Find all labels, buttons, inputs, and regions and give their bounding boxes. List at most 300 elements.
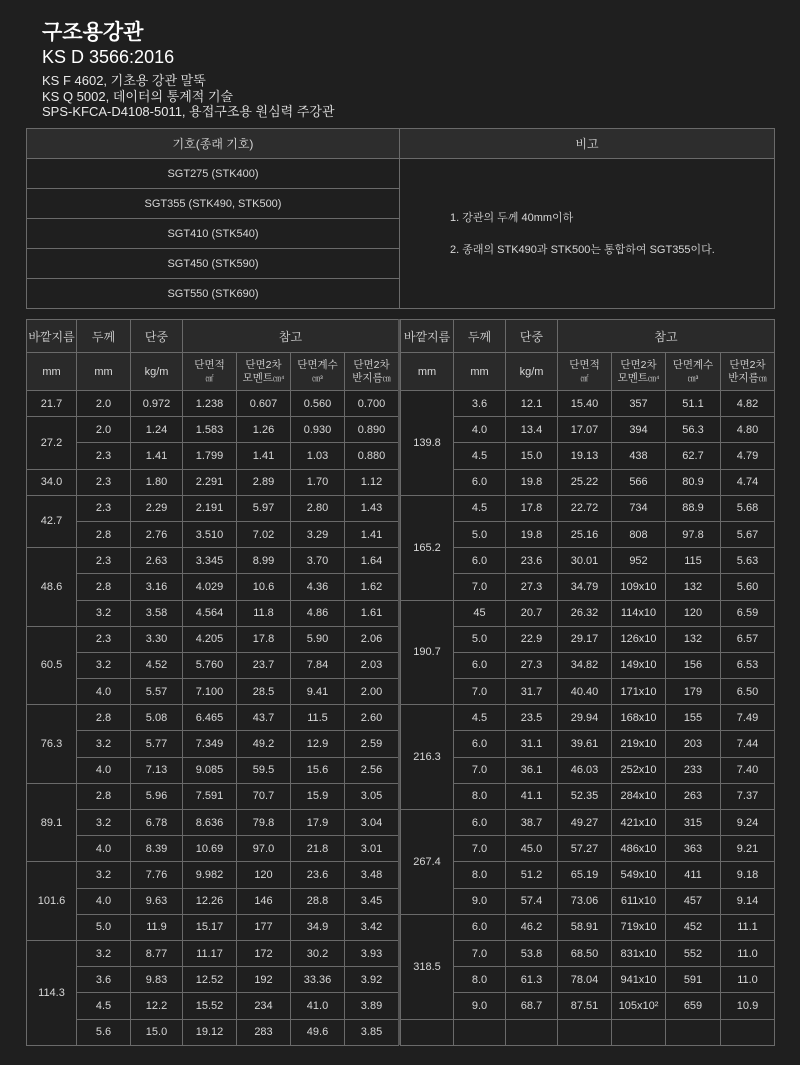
moment-cell: 43.7 bbox=[237, 705, 291, 731]
od-cell: 60.5 bbox=[27, 626, 77, 705]
gyration-cell: 0.890 bbox=[345, 417, 399, 443]
thickness-cell: 4.5 bbox=[77, 993, 131, 1019]
area-cell: 46.03 bbox=[558, 757, 612, 783]
thickness-cell: 3.2 bbox=[77, 940, 131, 966]
modulus-cell: 552 bbox=[666, 940, 721, 966]
grade-symbol-header: 기호(종래 기호) bbox=[27, 129, 400, 159]
gyration-cell: 9.18 bbox=[721, 862, 775, 888]
dimension-body-left bbox=[27, 391, 399, 1046]
area-cell: 40.40 bbox=[558, 679, 612, 705]
table-row bbox=[401, 1019, 775, 1045]
gyration-cell: 4.79 bbox=[721, 443, 775, 469]
header-label-line2 bbox=[345, 372, 398, 385]
area-cell: 4.029 bbox=[183, 574, 237, 600]
modulus-cell: 591 bbox=[666, 967, 721, 993]
table-row bbox=[401, 417, 775, 443]
unit-weight-cell: 23.5 bbox=[506, 705, 558, 731]
od-cell: 27.2 bbox=[27, 417, 77, 469]
table-row bbox=[401, 521, 775, 547]
section-modulus-header bbox=[666, 353, 721, 391]
modulus-cell: 1.70 bbox=[291, 469, 345, 495]
table-row bbox=[27, 626, 399, 652]
gyration-cell: 1.43 bbox=[345, 495, 399, 521]
unit-weight-cell: 3.58 bbox=[131, 600, 183, 626]
moment-cell: 171x10 bbox=[612, 679, 666, 705]
gyration-cell: 2.06 bbox=[345, 626, 399, 652]
radius-of-gyration-header bbox=[345, 353, 399, 391]
gyration-cell: 4.74 bbox=[721, 469, 775, 495]
area-cell: 68.50 bbox=[558, 940, 612, 966]
table-divider bbox=[398, 319, 400, 1045]
area-cell: 7.591 bbox=[183, 783, 237, 809]
table-row bbox=[27, 731, 399, 757]
dimension-table-right bbox=[400, 319, 775, 1046]
unit-weight-cell: 1.41 bbox=[131, 443, 183, 469]
grade-row: SGT550 (STK690) bbox=[27, 279, 400, 309]
od-cell: 114.3 bbox=[27, 940, 77, 1045]
header-label-suffix: 반지름 bbox=[728, 371, 759, 384]
modulus-cell: 51.1 bbox=[666, 391, 721, 417]
moment-cell: 120 bbox=[237, 862, 291, 888]
gyration-cell: 1.61 bbox=[345, 600, 399, 626]
gyration-cell: 7.49 bbox=[721, 705, 775, 731]
header-unit: ㎝⁴ bbox=[648, 373, 660, 383]
area-cell: 19.12 bbox=[183, 1019, 237, 1045]
moment-cell: 2.89 bbox=[237, 469, 291, 495]
thickness-cell: 8.0 bbox=[454, 967, 506, 993]
area-cell: 12.52 bbox=[183, 967, 237, 993]
moment-cell: 952 bbox=[612, 548, 666, 574]
unit-weight-cell: 17.8 bbox=[506, 495, 558, 521]
reference-header: 참고 bbox=[183, 320, 399, 353]
area-cell: 73.06 bbox=[558, 888, 612, 914]
gyration-cell: 7.40 bbox=[721, 757, 775, 783]
modulus-cell: 233 bbox=[666, 757, 721, 783]
modulus-cell: 263 bbox=[666, 783, 721, 809]
table-row bbox=[27, 940, 399, 966]
thickness-cell: 45 bbox=[454, 600, 506, 626]
gyration-cell: 11.0 bbox=[721, 967, 775, 993]
header-unit: ㎠ bbox=[580, 373, 589, 383]
reference-item: KS F 4602, 기초용 강관 말뚝 bbox=[42, 73, 206, 88]
area-cell: 15.40 bbox=[558, 391, 612, 417]
area-cell: 65.19 bbox=[558, 862, 612, 888]
thickness-cell: 3.6 bbox=[454, 391, 506, 417]
unit-weight-cell: 19.8 bbox=[506, 521, 558, 547]
area-cell: 15.17 bbox=[183, 914, 237, 940]
thickness-cell: 6.0 bbox=[454, 810, 506, 836]
od-header: 바깥지름 bbox=[27, 320, 77, 353]
gyration-cell: 3.92 bbox=[345, 967, 399, 993]
od-unit: mm bbox=[401, 353, 454, 391]
moment-cell: 808 bbox=[612, 521, 666, 547]
moment-cell: 941x10 bbox=[612, 967, 666, 993]
modulus-cell: 132 bbox=[666, 626, 721, 652]
table-row bbox=[27, 783, 399, 809]
unit-weight-cell: 57.4 bbox=[506, 888, 558, 914]
od-cell bbox=[401, 1019, 454, 1045]
area-cell: 78.04 bbox=[558, 967, 612, 993]
header-label-line2 bbox=[183, 372, 236, 385]
area-cell: 25.16 bbox=[558, 521, 612, 547]
table-row bbox=[27, 574, 399, 600]
reference-item: SPS-KFCA-D4108-5011, 용접구조용 원심력 주강관 bbox=[42, 104, 335, 119]
header-label: 단면2차 bbox=[729, 358, 766, 371]
table-row bbox=[27, 810, 399, 836]
thickness-unit: mm bbox=[454, 353, 506, 391]
area-cell: 12.26 bbox=[183, 888, 237, 914]
area-cell: 3.510 bbox=[183, 521, 237, 547]
modulus-cell: 452 bbox=[666, 914, 721, 940]
table-row bbox=[401, 443, 775, 469]
gyration-cell: 3.45 bbox=[345, 888, 399, 914]
gyration-cell: 6.59 bbox=[721, 600, 775, 626]
thickness-cell: 8.0 bbox=[454, 862, 506, 888]
gyration-cell: 2.00 bbox=[345, 679, 399, 705]
area-cell: 49.27 bbox=[558, 810, 612, 836]
grade-note: 1. 강관의 두께 40mm이하 bbox=[450, 211, 574, 224]
table-row bbox=[27, 521, 399, 547]
header-label-line2 bbox=[721, 372, 774, 385]
moment-cell: 438 bbox=[612, 443, 666, 469]
gyration-cell: 1.62 bbox=[345, 574, 399, 600]
grade-note-header: 비고 bbox=[400, 129, 775, 159]
table-row bbox=[27, 548, 399, 574]
moment-cell: 0.607 bbox=[237, 391, 291, 417]
modulus-cell: 56.3 bbox=[666, 417, 721, 443]
table-row bbox=[401, 705, 775, 731]
modulus-cell: 34.9 bbox=[291, 914, 345, 940]
grade-row: SGT410 (STK540) bbox=[27, 219, 400, 249]
area-cell: 9.982 bbox=[183, 862, 237, 888]
unit-weight-cell: 2.29 bbox=[131, 495, 183, 521]
moment-cell: 486x10 bbox=[612, 836, 666, 862]
thickness-cell: 3.2 bbox=[77, 810, 131, 836]
unit-weight-cell: 23.6 bbox=[506, 548, 558, 574]
gyration-cell: 6.50 bbox=[721, 679, 775, 705]
unit-weight-cell: 13.4 bbox=[506, 417, 558, 443]
modulus-cell: 12.9 bbox=[291, 731, 345, 757]
gyration-cell: 6.57 bbox=[721, 626, 775, 652]
gyration-cell: 9.24 bbox=[721, 810, 775, 836]
modulus-cell: 62.7 bbox=[666, 443, 721, 469]
moment-cell: 70.7 bbox=[237, 783, 291, 809]
table-row bbox=[401, 783, 775, 809]
gyration-cell: 3.85 bbox=[345, 1019, 399, 1045]
unit-weight-cell: 68.7 bbox=[506, 993, 558, 1019]
area-cell: 7.100 bbox=[183, 679, 237, 705]
table-row bbox=[27, 1019, 399, 1045]
gyration-cell: 10.9 bbox=[721, 993, 775, 1019]
thickness-cell: 6.0 bbox=[454, 652, 506, 678]
gyration-cell: 1.41 bbox=[345, 521, 399, 547]
header-unit: ㎠ bbox=[205, 373, 214, 383]
area-cell: 9.085 bbox=[183, 757, 237, 783]
moment-cell: 421x10 bbox=[612, 810, 666, 836]
thickness-cell: 2.3 bbox=[77, 548, 131, 574]
reference-header: 참고 bbox=[558, 320, 775, 353]
gyration-cell: 5.67 bbox=[721, 521, 775, 547]
unit-weight-cell: 12.2 bbox=[131, 993, 183, 1019]
area-cell: 34.79 bbox=[558, 574, 612, 600]
header-label-line2 bbox=[558, 372, 611, 385]
unit-weight-unit: kg/m bbox=[506, 353, 558, 391]
gyration-cell: 2.56 bbox=[345, 757, 399, 783]
unit-weight-cell: 5.77 bbox=[131, 731, 183, 757]
section-modulus-header bbox=[291, 353, 345, 391]
unit-weight-cell: 15.0 bbox=[506, 443, 558, 469]
table-row bbox=[27, 705, 399, 731]
od-cell: 48.6 bbox=[27, 548, 77, 627]
gyration-cell: 2.59 bbox=[345, 731, 399, 757]
modulus-cell: 155 bbox=[666, 705, 721, 731]
moment-cell: 734 bbox=[612, 495, 666, 521]
table-row bbox=[401, 600, 775, 626]
unit-weight-cell: 6.78 bbox=[131, 810, 183, 836]
od-cell: 21.7 bbox=[27, 391, 77, 417]
thickness-cell: 3.2 bbox=[77, 862, 131, 888]
thickness-cell: 7.0 bbox=[454, 574, 506, 600]
unit-weight-cell: 9.63 bbox=[131, 888, 183, 914]
gyration-cell: 6.53 bbox=[721, 652, 775, 678]
grade-row: SGT355 (STK490, STK500) bbox=[27, 189, 400, 219]
unit-weight-cell: 51.2 bbox=[506, 862, 558, 888]
moment-cell: 219x10 bbox=[612, 731, 666, 757]
od-cell: 165.2 bbox=[401, 495, 454, 600]
unit-weight-cell: 53.8 bbox=[506, 940, 558, 966]
table-row bbox=[401, 391, 775, 417]
moment-cell: 114x10 bbox=[612, 600, 666, 626]
unit-weight-cell: 27.3 bbox=[506, 652, 558, 678]
table-row bbox=[401, 679, 775, 705]
modulus-cell: 3.70 bbox=[291, 548, 345, 574]
gyration-cell: 3.42 bbox=[345, 914, 399, 940]
od-cell: 190.7 bbox=[401, 600, 454, 705]
table-row bbox=[401, 967, 775, 993]
area-cell: 25.22 bbox=[558, 469, 612, 495]
unit-weight-cell: 0.972 bbox=[131, 391, 183, 417]
table-row bbox=[401, 469, 775, 495]
table-row bbox=[401, 495, 775, 521]
table-row bbox=[27, 914, 399, 940]
unit-weight-cell: 19.8 bbox=[506, 469, 558, 495]
header-label: 단면적 bbox=[569, 358, 600, 371]
unit-weight-cell: 3.30 bbox=[131, 626, 183, 652]
modulus-cell: 97.8 bbox=[666, 521, 721, 547]
moment-cell: 234 bbox=[237, 993, 291, 1019]
od-cell: 34.0 bbox=[27, 469, 77, 495]
thickness-cell: 3.6 bbox=[77, 967, 131, 993]
header-label: 단면2차 bbox=[245, 358, 282, 371]
thickness-cell: 4.0 bbox=[77, 888, 131, 914]
moment-cell: 549x10 bbox=[612, 862, 666, 888]
unit-weight-cell: 38.7 bbox=[506, 810, 558, 836]
area-cell: 3.345 bbox=[183, 548, 237, 574]
modulus-cell: 23.6 bbox=[291, 862, 345, 888]
thickness-cell: 5.6 bbox=[77, 1019, 131, 1045]
table-row bbox=[27, 888, 399, 914]
thickness-cell: 2.3 bbox=[77, 495, 131, 521]
table-row bbox=[27, 391, 399, 417]
unit-weight-cell: 4.52 bbox=[131, 652, 183, 678]
modulus-cell: 315 bbox=[666, 810, 721, 836]
area-cell: 4.564 bbox=[183, 600, 237, 626]
od-cell: 101.6 bbox=[27, 862, 77, 941]
thickness-cell: 4.5 bbox=[454, 705, 506, 731]
thickness-cell: 9.0 bbox=[454, 993, 506, 1019]
table-row bbox=[27, 600, 399, 626]
moment-cell bbox=[612, 1019, 666, 1045]
od-header: 바깥지름 bbox=[401, 320, 454, 353]
od-cell: 76.3 bbox=[27, 705, 77, 784]
moment-cell: 109x10 bbox=[612, 574, 666, 600]
area-cell: 57.27 bbox=[558, 836, 612, 862]
table-row bbox=[401, 731, 775, 757]
table-row bbox=[401, 652, 775, 678]
gyration-cell: 1.64 bbox=[345, 548, 399, 574]
od-cell: 216.3 bbox=[401, 705, 454, 810]
header-label-line2 bbox=[612, 372, 665, 385]
gyration-cell: 2.03 bbox=[345, 652, 399, 678]
od-cell: 89.1 bbox=[27, 783, 77, 862]
unit-weight-cell: 61.3 bbox=[506, 967, 558, 993]
modulus-cell: 5.90 bbox=[291, 626, 345, 652]
modulus-cell: 7.84 bbox=[291, 652, 345, 678]
area-cell: 15.52 bbox=[183, 993, 237, 1019]
unit-weight-cell: 46.2 bbox=[506, 914, 558, 940]
modulus-cell: 4.86 bbox=[291, 600, 345, 626]
dimension-body-right bbox=[401, 391, 775, 1046]
area-cell: 6.465 bbox=[183, 705, 237, 731]
gyration-cell bbox=[721, 1019, 775, 1045]
od-unit: mm bbox=[27, 353, 77, 391]
thickness-cell: 3.2 bbox=[77, 600, 131, 626]
thickness-cell: 2.0 bbox=[77, 391, 131, 417]
gyration-cell: 0.880 bbox=[345, 443, 399, 469]
table-row bbox=[27, 967, 399, 993]
moment-cell: 192 bbox=[237, 967, 291, 993]
moment-cell: 7.02 bbox=[237, 521, 291, 547]
moment-cell: 126x10 bbox=[612, 626, 666, 652]
thickness-cell: 7.0 bbox=[454, 757, 506, 783]
moment-cell: 23.7 bbox=[237, 652, 291, 678]
modulus-cell: 120 bbox=[666, 600, 721, 626]
thickness-cell: 2.0 bbox=[77, 417, 131, 443]
unit-weight-header: 단중 bbox=[506, 320, 558, 353]
thickness-cell: 5.0 bbox=[77, 914, 131, 940]
thickness-cell: 2.3 bbox=[77, 469, 131, 495]
table-row bbox=[401, 757, 775, 783]
unit-weight-cell: 45.0 bbox=[506, 836, 558, 862]
area-cell: 30.01 bbox=[558, 548, 612, 574]
unit-weight-cell: 5.08 bbox=[131, 705, 183, 731]
area-cell: 8.636 bbox=[183, 810, 237, 836]
unit-weight-cell: 7.13 bbox=[131, 757, 183, 783]
table-row bbox=[27, 417, 399, 443]
od-cell: 42.7 bbox=[27, 495, 77, 547]
modulus-cell: 457 bbox=[666, 888, 721, 914]
header-label-suffix: 모멘트 bbox=[242, 371, 273, 384]
thickness-header: 두께 bbox=[454, 320, 506, 353]
unit-weight-cell: 11.9 bbox=[131, 914, 183, 940]
table-row bbox=[401, 574, 775, 600]
header-label: 단면2차 bbox=[620, 358, 657, 371]
modulus-cell: 132 bbox=[666, 574, 721, 600]
gyration-cell: 5.68 bbox=[721, 495, 775, 521]
modulus-cell: 156 bbox=[666, 652, 721, 678]
table-row bbox=[401, 548, 775, 574]
header-label: 단면적 bbox=[194, 358, 225, 371]
header-unit: ㎝ bbox=[382, 373, 391, 383]
moment-cell: 252x10 bbox=[612, 757, 666, 783]
moment-cell: 11.8 bbox=[237, 600, 291, 626]
table-row bbox=[27, 836, 399, 862]
gyration-cell: 5.63 bbox=[721, 548, 775, 574]
moment-cell: 97.0 bbox=[237, 836, 291, 862]
unit-weight-header: 단중 bbox=[131, 320, 183, 353]
unit-weight-cell: 1.24 bbox=[131, 417, 183, 443]
grade-notes bbox=[400, 159, 775, 309]
moment-cell: 1.26 bbox=[237, 417, 291, 443]
od-cell: 267.4 bbox=[401, 810, 454, 915]
area-cell: 29.17 bbox=[558, 626, 612, 652]
unit-weight-cell: 31.7 bbox=[506, 679, 558, 705]
modulus-cell: 2.80 bbox=[291, 495, 345, 521]
thickness-cell: 3.2 bbox=[77, 731, 131, 757]
thickness-unit: mm bbox=[77, 353, 131, 391]
table-row bbox=[27, 469, 399, 495]
unit-weight-cell: 15.0 bbox=[131, 1019, 183, 1045]
modulus-cell: 28.8 bbox=[291, 888, 345, 914]
radius-of-gyration-header bbox=[721, 353, 775, 391]
gyration-cell: 7.44 bbox=[721, 731, 775, 757]
thickness-header: 두께 bbox=[77, 320, 131, 353]
moment-cell: 611x10 bbox=[612, 888, 666, 914]
moment-of-inertia-header bbox=[612, 353, 666, 391]
thickness-cell: 4.0 bbox=[454, 417, 506, 443]
moment-cell: 394 bbox=[612, 417, 666, 443]
grade-note: 2. 종래의 STK490과 STK500는 통합하여 SGT355이다. bbox=[450, 243, 715, 256]
modulus-cell: 88.9 bbox=[666, 495, 721, 521]
moment-cell: 10.6 bbox=[237, 574, 291, 600]
unit-weight-unit: kg/m bbox=[131, 353, 183, 391]
gyration-cell: 11.0 bbox=[721, 940, 775, 966]
gyration-cell: 3.05 bbox=[345, 783, 399, 809]
thickness-cell: 7.0 bbox=[454, 940, 506, 966]
modulus-cell: 0.930 bbox=[291, 417, 345, 443]
modulus-cell: 4.36 bbox=[291, 574, 345, 600]
unit-weight-cell: 5.57 bbox=[131, 679, 183, 705]
moment-cell: 177 bbox=[237, 914, 291, 940]
table-row bbox=[401, 810, 775, 836]
modulus-cell: 21.8 bbox=[291, 836, 345, 862]
gyration-cell: 3.01 bbox=[345, 836, 399, 862]
thickness-cell: 2.8 bbox=[77, 574, 131, 600]
thickness-cell: 7.0 bbox=[454, 836, 506, 862]
area-cell: 52.35 bbox=[558, 783, 612, 809]
thickness-cell: 9.0 bbox=[454, 888, 506, 914]
modulus-cell: 33.36 bbox=[291, 967, 345, 993]
reference-item: KS Q 5002, 데이터의 통계적 기술 bbox=[42, 88, 234, 104]
thickness-cell: 4.0 bbox=[77, 757, 131, 783]
table-row bbox=[401, 836, 775, 862]
moment-cell: 79.8 bbox=[237, 810, 291, 836]
modulus-cell: 11.5 bbox=[291, 705, 345, 731]
unit-weight-cell: 12.1 bbox=[506, 391, 558, 417]
table-row bbox=[27, 993, 399, 1019]
thickness-cell: 2.3 bbox=[77, 443, 131, 469]
modulus-cell: 9.41 bbox=[291, 679, 345, 705]
